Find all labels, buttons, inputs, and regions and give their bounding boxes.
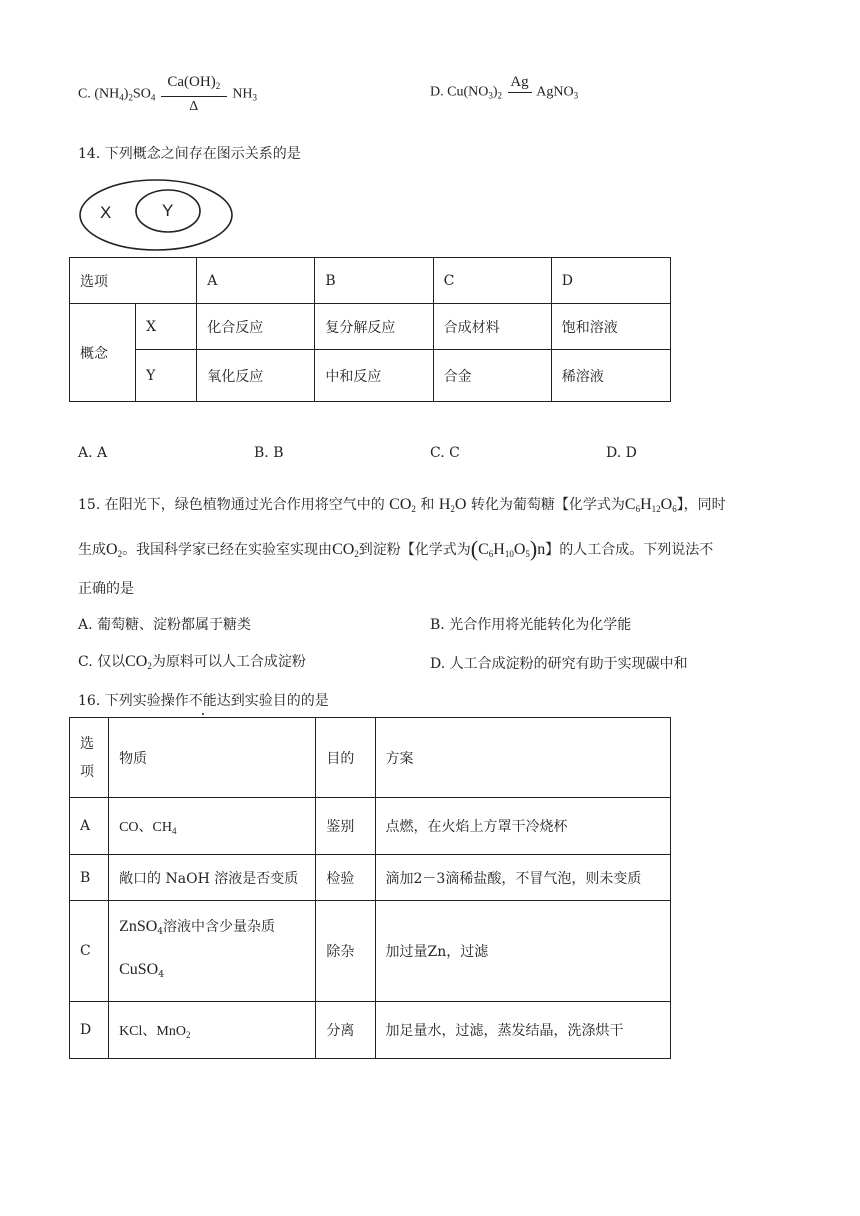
header-option-a: A	[197, 258, 315, 304]
formula-co2: $CO_2$	[389, 496, 416, 514]
header-purpose: 目的	[316, 718, 375, 798]
q14-venn-diagram	[78, 178, 238, 254]
q13-option-d: D. $Cu(NO_3)_2$ Ag AgNO$_3$	[430, 72, 578, 113]
row-a-purpose: 鉴别	[316, 798, 375, 855]
q15-option-d: D. 人工合成淀粉的研究有助于实现碳中和	[430, 656, 688, 672]
row-c-plan: 加过量Zn，过滤	[375, 901, 671, 1002]
cell-x-d: 饱和溶液	[551, 304, 670, 350]
inner-label: Y	[162, 201, 174, 220]
cell-y-d: 稀溶液	[551, 350, 670, 402]
q14-stem: 14. 下列概念之间存在图示关系的是	[78, 146, 301, 162]
row-b-plan: 滴加2－3滴稀盐酸，不冒气泡，则未变质	[375, 855, 671, 901]
cell-x-b: 复分解反应	[315, 304, 433, 350]
cell-x-a: 化合反应	[197, 304, 315, 350]
q14-option-c: C. C	[430, 445, 460, 461]
cell-y-b: 中和反应	[315, 350, 433, 402]
row-group-label: 概念	[70, 304, 136, 402]
formula-starch: $(C_6H_{10}O_5)n$	[470, 536, 546, 561]
outer-label: X	[100, 203, 112, 222]
row-a-substance: CO、$CH_4$	[109, 798, 316, 855]
q15-line-1: 15. 在阳光下，绿色植物通过光合作用将空气中的 $CO_2$ 和 $H_2O$ 转化为葡萄糖【化学式为$C_6H_{12}O_6$】，同时	[78, 496, 726, 514]
q13-option-c: C. $(NH_4)_2SO_4$ $\frac{Ca(OH)_2}{\Delta}$ $NH_3$	[78, 72, 257, 117]
formula-co2: $CO_2$	[332, 541, 359, 559]
row-x-label: X	[136, 304, 197, 350]
cell-y-c: 合金	[433, 350, 551, 402]
header-option-d: D	[551, 258, 670, 304]
row-a-option: A	[70, 798, 109, 855]
formula-glucose: $C_6H_{12}O_6$	[624, 496, 677, 514]
row-a-plan: 点燃，在火焰上方罩干冷烧杯	[375, 798, 671, 855]
cell-y-a: 氧化反应	[197, 350, 315, 402]
q15-option-b: B. 光合作用将光能转化为化学能	[430, 617, 632, 633]
emphasis-text: 不能	[188, 693, 217, 709]
header-substance: 物质	[109, 718, 316, 798]
formula-h2o: $H_2O$	[438, 496, 467, 514]
cell-x-c: 合成材料	[433, 304, 551, 350]
header-plan: 方案	[375, 718, 671, 798]
row-d-plan: 加足量水，过滤，蒸发结晶，洗涤烘干	[375, 1002, 671, 1059]
row-c-purpose: 除杂	[316, 901, 375, 1002]
q14-table	[69, 257, 671, 402]
row-c-substance: ZnSO$_4$溶液中含少量杂质 CuSO$_4$	[109, 901, 316, 1002]
row-c-option: C	[70, 901, 109, 1002]
header-option: 选项	[70, 718, 109, 798]
q16-table	[69, 717, 671, 1059]
row-b-option: B	[70, 855, 109, 901]
formula-o2: $O_2$	[106, 541, 123, 559]
reaction-condition: Ag	[508, 72, 532, 113]
reaction-condition: $\frac{Ca(OH)_2}{\Delta}$	[161, 72, 227, 117]
row-b-purpose: 检验	[316, 855, 375, 901]
header-label: 选项	[70, 258, 197, 304]
q14-option-b: B. B	[254, 445, 284, 461]
row-d-purpose: 分离	[316, 1002, 375, 1059]
row-b-substance: 敞口的 NaOH 溶液是否变质	[109, 855, 316, 901]
q15-option-c: C. 仅以$CO_2$为原料可以人工合成淀粉	[78, 653, 306, 671]
header-option-b: B	[315, 258, 433, 304]
formula-co2: $CO_2$	[125, 653, 152, 671]
q14-option-d: D. D	[606, 445, 637, 461]
row-y-label: Y	[136, 350, 197, 402]
row-d-substance: KCl、MnO$_2$	[109, 1002, 316, 1059]
q15-line-2: 生成$O_2$。我国科学家已经在实验室实现由$CO_2$到淀粉【化学式为$(C_6H_{10}O_5)n$】的人工合成。下列说法不	[78, 536, 714, 561]
q14-option-a: A. A	[78, 445, 108, 461]
header-option-c: C	[433, 258, 551, 304]
row-d-option: D	[70, 1002, 109, 1059]
q16-stem: 16. 下列实验操作不能达到实验目的的是	[78, 693, 329, 709]
q15-option-a: A. 葡萄糖、淀粉都属于糖类	[78, 617, 252, 633]
q15-line-3: 正确的是	[78, 581, 134, 597]
